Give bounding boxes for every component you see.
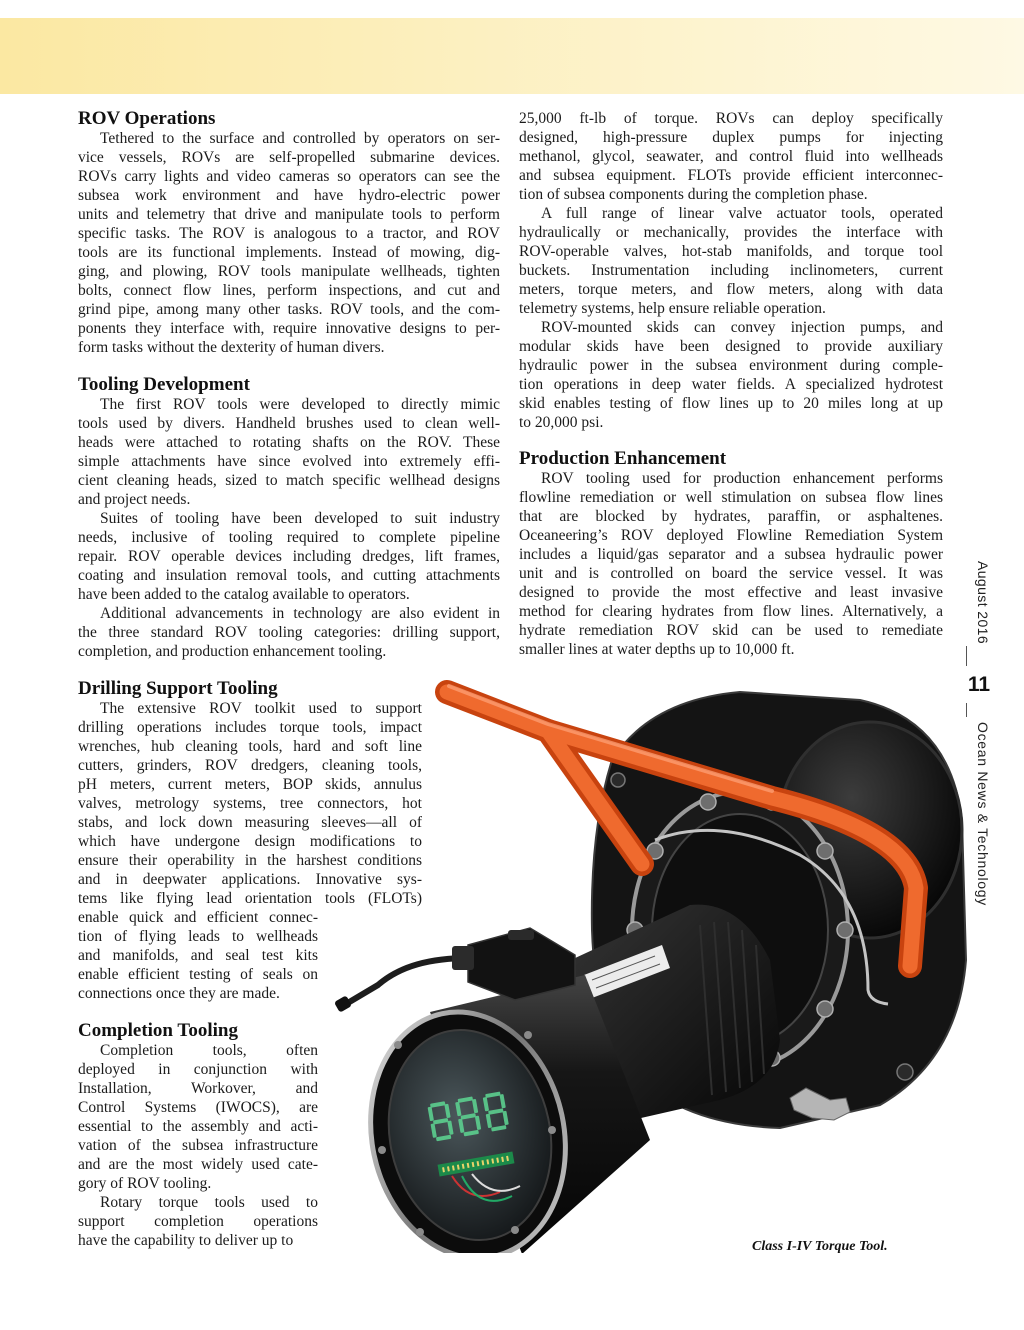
text-line: Additional advancements in technology are also evident in [100,605,500,622]
paragraph [78,1193,318,1250]
text-line: 25,000 ft-lb of torque. ROVs can deploy specifically [519,110,943,127]
screw [548,1126,556,1134]
text-line: enable quick and efficient connec- [78,909,318,926]
text-line: cutters, grinders, ROV dredgers, cleaning tools, [78,757,422,774]
text-line: support completion operations [78,1213,318,1230]
screw [416,1228,424,1236]
text-line: wrenches, hub cleaning tools, hard and soft line [78,738,422,755]
bolt [817,843,833,859]
text-line: meters, torque meters, and flow meters, along with data [519,281,943,298]
text-line: and in deepwater applications. Innovative sys- [78,871,422,888]
flange-bolt [611,773,625,787]
text-line: skid enables testing of flow lines up to 20 miles long at up [519,395,943,412]
text-line: and are the most widely used cate- [78,1156,318,1173]
paragraph [78,509,500,604]
text-line: and subsea equipment. FLOTs provide efficient interconnec- [519,167,943,184]
divider [966,703,967,717]
text-line: hydraulic power in the subsea environment during comple- [519,357,943,374]
text-line: heads were attached to rotating shafts on the ROV. These [78,434,500,451]
paragraph [519,109,943,204]
text-line: buckets. Instrumentation including inclinometers, current [519,262,943,279]
section-rov-operations [78,108,500,357]
text-line: tion of subsea components during the completion phase. [519,186,868,203]
text-line: essential to the assembly and acti- [78,1118,318,1135]
flange-bolt [897,1064,913,1080]
section-heading: Tooling Development [78,374,250,395]
text-line: units and telemetry that drive and manipulate tools to perform [78,206,500,223]
text-line: Control Systems (IWOCS), are [78,1099,318,1116]
cable [346,958,470,1004]
paragraph [78,129,500,357]
text-line: ROV-operable valves, hot-stab manifolds, and torque tool [519,243,943,260]
text-line: vice vessels, ROVs are self-propelled submarine devices. [78,149,500,166]
text-line: ROV tooling used for production enhancement performs [541,470,943,487]
paragraph [519,318,943,432]
text-line: unit and is controlled on board the service vessel. It was [519,565,943,582]
text-line: modular skids have been designed to provide auxiliary [519,338,943,355]
text-line: cient cleaning heads, sized to match specific wellhead designs [78,472,500,489]
section-tooling-development [78,374,500,661]
publication-name: Ocean News & Technology [975,722,991,906]
text-line: stabs, and lock down measuring sleeves—all of [78,814,422,831]
screw [394,1041,402,1049]
bolt [817,1001,833,1017]
text-line: the three standard ROV tooling categories: drilling support, [78,624,500,641]
text-line: tools are its functional implements. Instead of mowing, dig- [78,244,500,261]
text-line: bolts, connect flow lines, perform inspections, and cut and [78,282,500,299]
text-line: Rotary torque tools used to [100,1194,318,1211]
text-line: coating and insulation removal tools, and cutting attachments [78,567,500,584]
text-line: tools used by divers. Handheld brushes used to clean well- [78,415,500,432]
text-line: and project needs. [78,491,191,508]
screw [524,1031,532,1039]
text-line: ensure their operability in the harshest conditions [78,852,422,869]
section-production-enhancement [519,448,943,659]
text-line: Installation, Workover, and [78,1080,318,1097]
text-line: flowline remediation or well stimulation on subsea flow lines [519,489,943,506]
paragraph [78,604,500,661]
text-line: simple attachments have since evolved into extremely effi- [78,453,500,470]
text-line: Completion tools, often [100,1042,318,1059]
text-line: repair. ROV operable devices including dredges, lift frames, [78,548,500,565]
cable-connector [452,946,474,970]
cable-end [334,995,352,1012]
text-line: deployed in conjunction with [78,1061,318,1078]
figure-caption: Class I-IV Torque Tool. [752,1239,888,1254]
text-line: completion, and production enhancement tooling. [78,643,387,660]
text-line: enable efficient testing of seals on [78,966,318,983]
text-line: which have undergone design modifications to [78,833,422,850]
section-completion-continued [519,109,943,432]
page-number: 11 [967,673,991,696]
text-line: Oceaneering’s ROV deployed Flowline Remediation System [519,527,943,544]
text-line: Tethered to the surface and controlled by operators on ser- [100,130,500,147]
text-line: pH meters, current meters, BOP skids, annulus [78,776,422,793]
text-line: ging, and plowing, ROV tools manipulate wellheads, tighten [78,263,500,280]
text-line: methanol, glycol, seawater, and control fluid into wellheads [519,148,943,165]
issue-date: August 2016 [975,561,991,645]
section-heading: Production Enhancement [519,448,727,469]
text-line: ponents they interface with, require innovative designs to per- [78,320,500,337]
text-line: designed, high-pressure duplex pumps for injecting [519,129,943,146]
text-line: hydraulically or mechanically, provides the interface with [519,224,943,241]
screw [511,1226,519,1234]
text-line: needs, inclusive of tooling required to complete pipeline [78,529,500,546]
header-banner [0,18,1024,94]
paragraph [78,1041,318,1193]
text-line: that are blocked by hydrates, paraffin, or asphaltenes. [519,508,943,525]
text-line: smaller lines at water depths up to 10,000 ft. [519,641,795,658]
bolt [837,922,853,938]
text-line: gory of ROV tooling. [78,1175,212,1192]
section-heading: ROV Operations [78,108,216,129]
text-line: have been added to the catalog available to operators. [78,586,410,603]
paragraph [519,469,943,659]
text-line: designed to provide the most effective and least invasive [519,584,943,601]
text-line: and manifolds, and seal test kits [78,947,318,964]
text-line: ROV-mounted skids can convey injection pumps, and [541,319,943,336]
text-line: drilling operations includes torque tools, impact [78,719,422,736]
text-line: tion operations in deep water fields. A specialized hydrotest [519,376,943,393]
section-heading: Drilling Support Tooling [78,678,278,699]
paragraph [78,395,500,509]
text-line: grind pipe, among many other tasks. ROV tools, and the com- [78,301,500,318]
text-line: to 20,000 psi. [519,414,604,431]
text-line: vation of the subsea infrastructure [78,1137,318,1154]
text-line: connections once they are made. [78,985,280,1002]
screw [378,1146,386,1154]
bolt [700,794,716,810]
text-line: includes a liquid/gas separator and a subsea hydraulic power [519,546,943,563]
text-line: Suites of tooling have been developed to suit industry [100,510,500,527]
text-line: A full range of linear valve actuator tools, operated [541,205,943,222]
text-line: The first ROV tools were developed to directly mimic [100,396,500,413]
text-line: have the capability to deliver up to [78,1232,294,1249]
text-line: ROVs carry lights and video cameras so operators can see the [78,168,500,185]
text-line: subsea work environment and have hydro-electric power [78,187,500,204]
text-line: form tasks without the dexterity of human divers. [78,339,385,356]
text-line: tems like flying lead orientation tools (FLOTs) [78,890,422,907]
text-line: valves, metrology systems, tree connectors, hot [78,795,422,812]
text-line: tion of flying leads to wellheads [78,928,318,945]
text-line: specific tasks. The ROV is analogous to a tractor, and ROV [78,225,500,242]
section-completion-tooling [78,1020,318,1250]
text-line: telemetry systems, help ensure reliable operation. [519,300,826,317]
text-line: method for clearing hydrates from flow lines. Alternatively, a [519,603,943,620]
text-line: The extensive ROV toolkit used to support [100,700,422,717]
junction-cap [508,930,534,940]
text-line: hydrate remediation ROV skid can be used to remediate [519,622,943,639]
divider [966,646,967,666]
section-heading: Completion Tooling [78,1020,238,1041]
paragraph [519,204,943,318]
torque-tool-photo [320,668,975,1253]
